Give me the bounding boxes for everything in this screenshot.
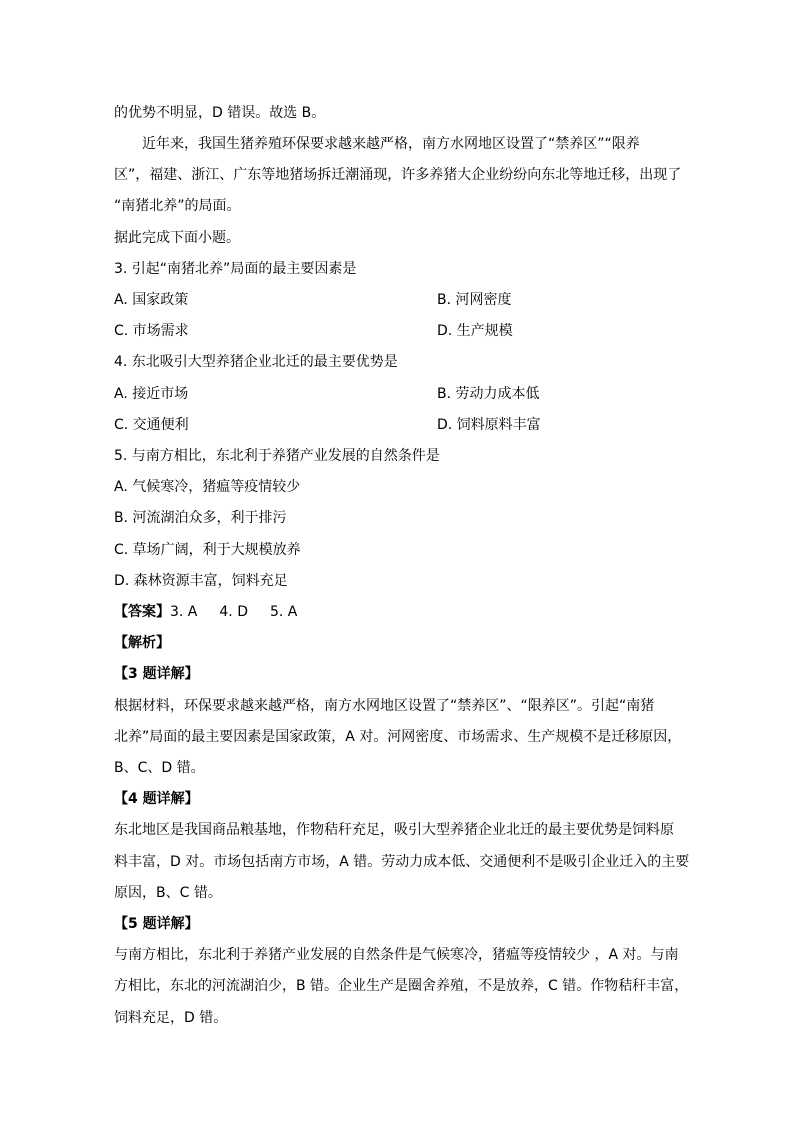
paragraph-line: 的优势不明显，D 错误。故选 B。 xyxy=(114,105,326,121)
question-5-option-b: B. 河流湖泊众多，利于排污 xyxy=(114,510,287,526)
material-line: “南猪北养”的局面。 xyxy=(114,198,241,214)
answer-3: 3. A xyxy=(170,604,198,620)
question-4-option-b: B. 劳动力成本低 xyxy=(437,386,540,402)
detail-5-line: 与南方相比，东北利于养猪产业发展的自然条件是气候寒冷，猪瘟等疫情较少 ，A 对。与南 xyxy=(114,947,679,963)
question-5-option-c: C. 草场广阔，利于大规模放养 xyxy=(114,542,301,558)
question-5-stem: 5. 与南方相比，东北利于养猪产业发展的自然条件是 xyxy=(114,448,440,464)
answer-5: 5. A xyxy=(269,604,298,620)
question-3-stem: 3. 引起“南猪北养”局面的最主要因素是 xyxy=(114,261,357,277)
answer-line xyxy=(114,602,297,622)
question-4-option-a: A. 接近市场 xyxy=(114,386,189,402)
question-4-stem: 4. 东北吸引大型养猪企业北迁的最主要优势是 xyxy=(114,354,398,370)
question-4-option-c: C. 交通便利 xyxy=(114,417,189,433)
detail-3-line: 根据材料，环保要求越来越严格，南方水网地区设置了“禁养区”、“限养区”。引起“南猪 xyxy=(114,698,655,714)
detail-5-line: 方相比，东北的河流湖泊少，B 错。企业生产是圈舍养殖，不是放养，C 错。作物秸秆丰富， xyxy=(114,978,689,994)
question-4-option-d: D. 饲料原料丰富 xyxy=(437,417,541,433)
detail-3-line: 北养”局面的最主要因素是国家政策，A 对。河网密度、市场需求、生产规模不是迁移原因， xyxy=(114,729,682,745)
detail-4-line: 东北地区是我国商品粮基地，作物秸秆充足，吸引大型养猪企业北迁的最主要优势是饲料原 xyxy=(114,822,674,838)
detail-4-line: 原因，B、C 错。 xyxy=(114,885,222,901)
detail-4-line: 料丰富，D 对。市场包括南方市场，A 错。劳动力成本低、交通便利不是吸引企业迁入的主要 xyxy=(114,854,690,870)
instruction-line: 据此完成下面小题。 xyxy=(114,230,240,246)
question-3-option-a: A. 国家政策 xyxy=(114,292,189,308)
detail-3-line: B、C、D 错。 xyxy=(114,760,205,776)
question-5-option-a: A. 气候寒冷，猪瘟等疫情较少 xyxy=(114,479,301,495)
answer-4: 4. D xyxy=(219,604,248,620)
question-3-option-b: B. 河网密度 xyxy=(437,292,512,308)
detail-heading-4: 【4 题详解】 xyxy=(114,791,199,807)
material-line: 区”，福建、浙江、广东等地猪场拆迁潮涌现，许多养猪大企业纷纷向东北等地迁移，出现了 xyxy=(114,167,682,183)
detail-5-line: 饲料充足，D 错。 xyxy=(114,1010,228,1026)
question-5-option-d: D. 森林资源丰富，饲料充足 xyxy=(114,573,288,589)
question-3-option-d: D. 生产规模 xyxy=(437,323,513,339)
answer-label: 【答案】 xyxy=(114,604,170,620)
analysis-label: 【解析】 xyxy=(114,635,170,651)
material-line: 近年来，我国生猪养殖环保要求越来越严格，南方水网地区设置了“禁养区”“限养 xyxy=(142,136,640,152)
detail-heading-5: 【5 题详解】 xyxy=(114,916,199,932)
question-3-option-c: C. 市场需求 xyxy=(114,323,189,339)
detail-heading-3: 【3 题详解】 xyxy=(114,666,199,682)
